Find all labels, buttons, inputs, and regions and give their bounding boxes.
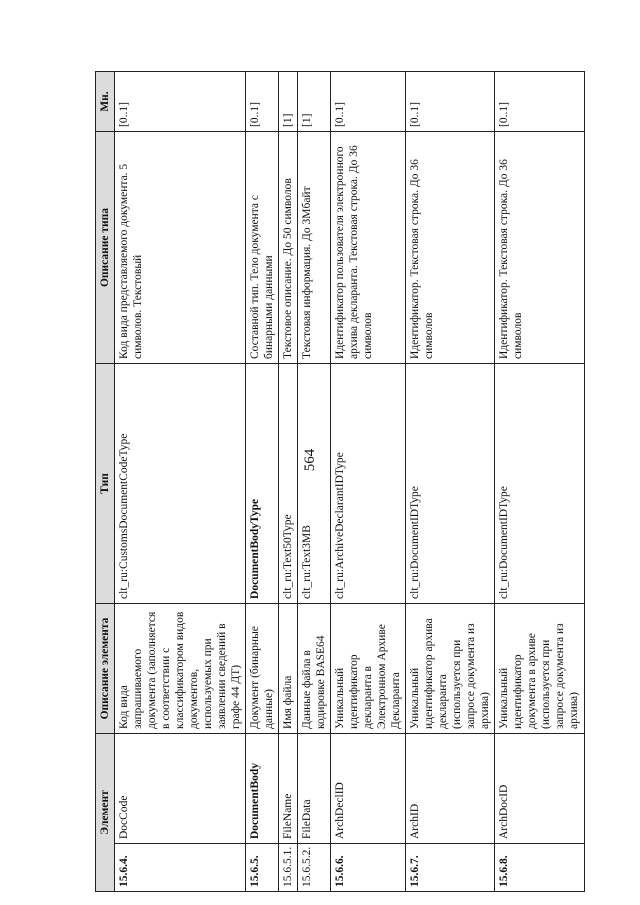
rotated-table [95, 72, 581, 892]
row-mult: [0..1] [246, 71, 279, 131]
row-type-desc: Идентификатор. Текстовая строка. До 36 символов [406, 131, 495, 363]
table-row [406, 71, 495, 891]
row-type-desc: Код вида представляемого документа. 5 символов. Текстовый [115, 131, 246, 363]
row-element: DocCode [115, 733, 246, 843]
row-mult: [1] [298, 71, 331, 131]
row-type-desc: Идентификатор. Текстовая строка. До 36 символов [495, 131, 584, 363]
row-type: clt_ru:Text3MB [298, 363, 331, 603]
row-element-desc: Уникальный идентификатор декларанта в Электронном Архиве Декларанта [331, 603, 406, 733]
row-number: 15.6.5.2. [298, 844, 331, 892]
table-row [331, 71, 406, 891]
row-type-desc: Идентификатор пользователя электронного архива декларанта. Текстовая строка. До 36 символов [331, 131, 406, 363]
table-host [95, 72, 581, 892]
row-type: clt_ru:Text50Type [279, 363, 298, 603]
row-type: clt_ru:ArchiveDeclarantIDType [331, 363, 406, 603]
header-type: Тип [96, 363, 115, 603]
table-row [115, 71, 246, 891]
row-mult: [0..1] [115, 71, 246, 131]
header-element: Элемент [96, 733, 115, 891]
row-element: ArchDocID [495, 733, 584, 843]
row-type-desc: Составной тип. Тело документа с бинарными данными [246, 131, 279, 363]
header-mult: Мн. [96, 71, 115, 131]
page-number: 564 [302, 448, 318, 472]
row-number: 15.6.4. [115, 844, 246, 892]
row-mult: [0..1] [406, 71, 495, 131]
row-type: clt_ru:DocumentIDType [406, 363, 495, 603]
row-element: FileName [279, 733, 298, 843]
row-number: 15.6.7. [406, 844, 495, 892]
header-type-desc: Описание типа [96, 131, 115, 363]
table-header-row [96, 71, 115, 891]
table-row [279, 71, 298, 891]
row-number: 15.6.6. [331, 844, 406, 892]
row-element-desc: Имя файла [279, 603, 298, 733]
row-type: clt_ru:CustomsDocumentCodeType [115, 363, 246, 603]
row-element-desc: Данные файла в кодировке BASE64 [298, 603, 331, 733]
table-row [246, 71, 279, 891]
row-number: 15.6.8. [495, 844, 584, 892]
row-element-desc: Уникальный идентификатор документа в архиве (используется при запросе документа из архива) [495, 603, 584, 733]
row-mult: [0..1] [331, 71, 406, 131]
row-mult: [1] [279, 71, 298, 131]
row-type-desc: Текстовая информация. До 3Мбайт [298, 131, 331, 363]
row-type-desc: Текстовое описание. До 50 символов [279, 131, 298, 363]
row-element: ArchID [406, 733, 495, 843]
row-type: clt_ru:DocumentIDType [495, 363, 584, 603]
header-element-desc: Описание элемента [96, 603, 115, 733]
row-element-desc: Код вида запрашиваемого документа (заполняется в соответствии с классификатором видов документов, используемых при заявлении сведений в графе 44 ДТ) [115, 603, 246, 733]
row-element: DocumentBody [246, 733, 279, 843]
table-row [495, 71, 584, 891]
row-number: 15.6.5.1. [279, 844, 298, 892]
table-row [298, 71, 331, 891]
row-type: DocumentBodyType [246, 363, 279, 603]
element-spec-table [95, 71, 585, 892]
row-number: 15.6.5. [246, 844, 279, 892]
row-element-desc: Документ (бинарные данные) [246, 603, 279, 733]
row-element: FileData [298, 733, 331, 843]
row-element-desc: Уникальный идентификатор архива декларанта (используется при запросе документа из архива) [406, 603, 495, 733]
row-mult: [0..1] [495, 71, 584, 131]
row-element: ArchDeclID [331, 733, 406, 843]
